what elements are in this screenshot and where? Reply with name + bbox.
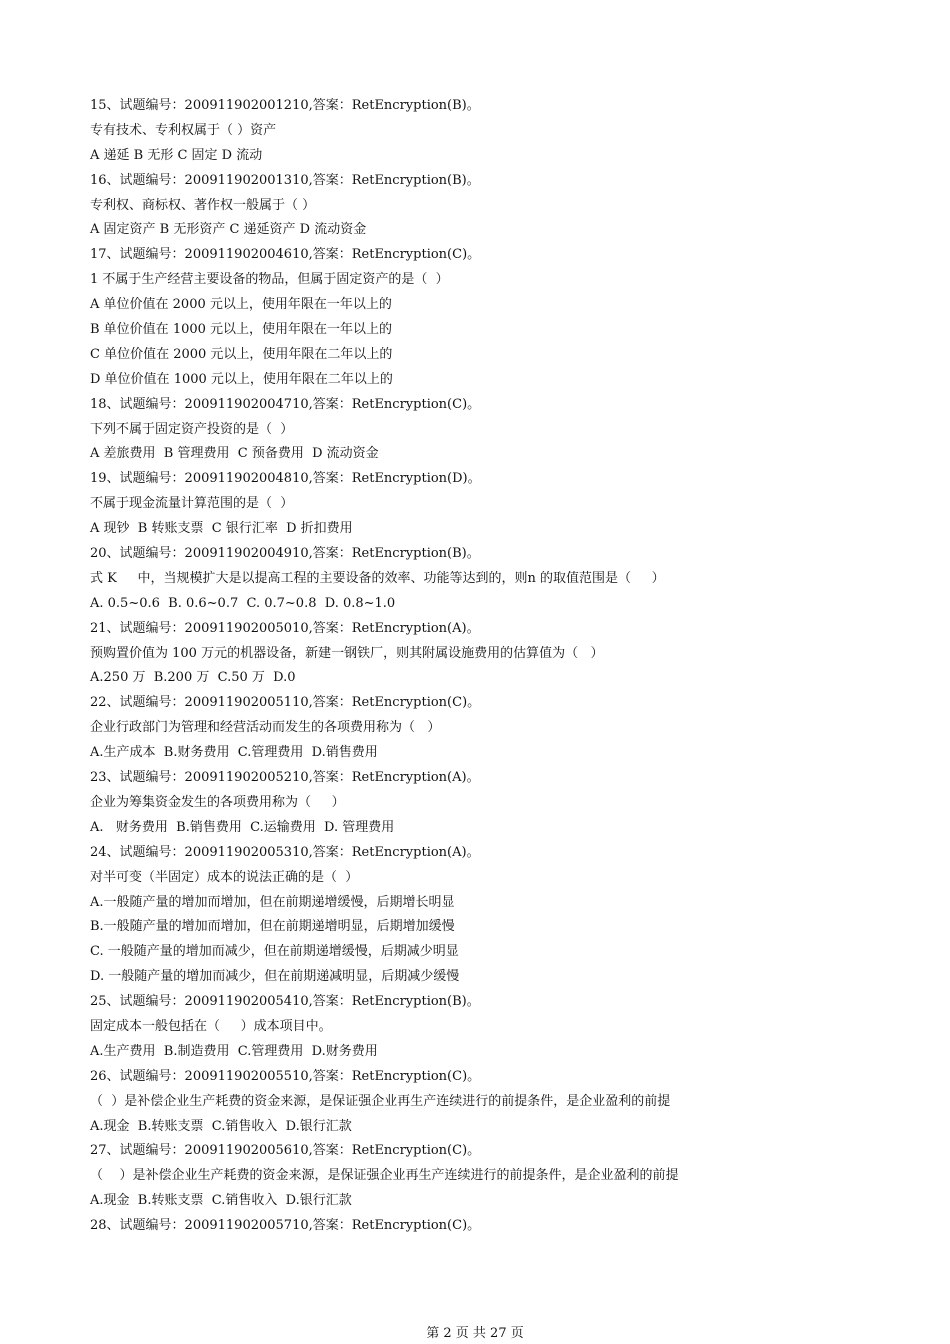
answer-options: A.生产成本 B.财务费用 C.管理费用 D.销售费用: [90, 745, 378, 761]
question-header: 16、试题编号：200911902001310,答案：RetEncryption(B)。: [90, 172, 480, 188]
question-header: 19、试题编号：200911902004810,答案：RetEncryption(D)。: [90, 471, 481, 487]
answer-options: A. 财务费用 B.销售费用 C.运输费用 D. 管理费用: [90, 819, 395, 835]
answer-options: C. 一般随产量的增加而减少，但在前期递增缓慢，后期减少明显: [90, 944, 459, 960]
answer-options: A.一般随产量的增加而增加，但在前期递增缓慢，后期增长明显: [90, 894, 455, 910]
question-header: 21、试题编号：200911902005010,答案：RetEncryption(A)。: [90, 620, 480, 636]
answer-options: A.生产费用 B.制造费用 C.管理费用 D.财务费用: [90, 1043, 378, 1059]
question-text: 预购置价值为 100 万元的机器设备，新建一钢铁厂，则其附属设施费用的估算值为（ ）: [90, 645, 604, 661]
question-header: 18、试题编号：200911902004710,答案：RetEncryption(C)。: [90, 396, 481, 412]
question-text: 对半可变（半固定）成本的说法正确的是（ ）: [90, 869, 359, 885]
question-text: 不属于现金流量计算范围的是（ ）: [90, 496, 294, 512]
question-header: 27、试题编号：200911902005610,答案：RetEncryption(C)。: [90, 1143, 481, 1159]
answer-options: D. 一般随产量的增加而减少，但在前期递减明显，后期减少缓慢: [90, 969, 460, 985]
answer-options: A 固定资产 B 无形资产 C 递延资产 D 流动资金: [90, 222, 367, 238]
answer-options: B.一般随产量的增加而增加，但在前期递增明显，后期增加缓慢: [90, 919, 455, 935]
question-list: [90, 94, 890, 1239]
answer-options: A 递延 B 无形 C 固定 D 流动: [90, 147, 263, 163]
question-text: 固定成本一般包括在（ ）成本项目中。: [90, 1018, 332, 1034]
answer-options: A 现钞 B 转账支票 C 银行汇率 D 折扣费用: [90, 521, 353, 537]
answer-options: B 单位价值在 1000 元以上，使用年限在一年以上的: [90, 322, 393, 338]
question-header: 25、试题编号：200911902005410,答案：RetEncryption(B)。: [90, 994, 480, 1010]
answer-options: A.250 万 B.200 万 C.50 万 D.0: [90, 670, 296, 686]
answer-options: A. 0.5~0.6 B. 0.6~0.7 C. 0.7~0.8 D. 0.8~1.0: [90, 595, 396, 611]
question-header: 20、试题编号：200911902004910,答案：RetEncryption(B)。: [90, 546, 480, 562]
question-header: 23、试题编号：200911902005210,答案：RetEncryption(A)。: [90, 770, 480, 786]
question-text: （ ）是补偿企业生产耗费的资金来源，是保证强企业再生产连续进行的前提条件，是企业盈利的前提: [90, 1168, 679, 1184]
question-header: 24、试题编号：200911902005310,答案：RetEncryption(A)。: [90, 844, 480, 860]
answer-options: C 单位价值在 2000 元以上，使用年限在二年以上的: [90, 346, 393, 362]
question-text: 式 K 中，当规模扩大是以提高工程的主要设备的效率、功能等达到的，则n 的取值范围是（ ）: [90, 570, 665, 586]
question-text: （ ）是补偿企业生产耗费的资金来源，是保证强企业再生产连续进行的前提条件，是企业盈利的前提: [90, 1093, 671, 1109]
answer-options: A 单位价值在 2000 元以上，使用年限在一年以上的: [90, 297, 392, 313]
question-text: 专有技术、专利权属于（ ）资产: [90, 122, 277, 138]
answer-options: A.现金 B.转账支票 C.销售收入 D.银行汇款: [90, 1118, 352, 1134]
question-header: 15、试题编号：200911902001210,答案：RetEncryption(B)。: [90, 98, 480, 113]
page-footer: 第 2 页 共 27 页: [426, 1326, 524, 1341]
question-header: 22、试题编号：200911902005110,答案：RetEncryption(C)。: [90, 695, 481, 711]
question-text: 专利权、商标权、著作权一般属于（ ）: [90, 197, 316, 213]
answer-options: D 单位价值在 1000 元以上，使用年限在二年以上的: [90, 371, 393, 387]
question-header: 17、试题编号：200911902004610,答案：RetEncryption(C)。: [90, 247, 481, 263]
answer-options: A 差旅费用 B 管理费用 C 预备费用 D 流动资金: [90, 446, 379, 462]
question-header: 28、试题编号：200911902005710,答案：RetEncryption(C)。: [90, 1218, 481, 1234]
question-text: 下列不属于固定资产投资的是（ ）: [90, 421, 294, 437]
answer-options: A.现金 B.转账支票 C.销售收入 D.银行汇款: [90, 1193, 352, 1209]
question-text: 企业为筹集资金发生的各项费用称为（ ）: [90, 794, 345, 810]
question-text: 企业行政部门为管理和经营活动而发生的各项费用称为（ ）: [90, 720, 441, 736]
question-header: 26、试题编号：200911902005510,答案：RetEncryption(C)。: [90, 1068, 481, 1084]
question-text: 1 不属于生产经营主要设备的物品，但属于固定资产的是（ ）: [90, 272, 449, 288]
